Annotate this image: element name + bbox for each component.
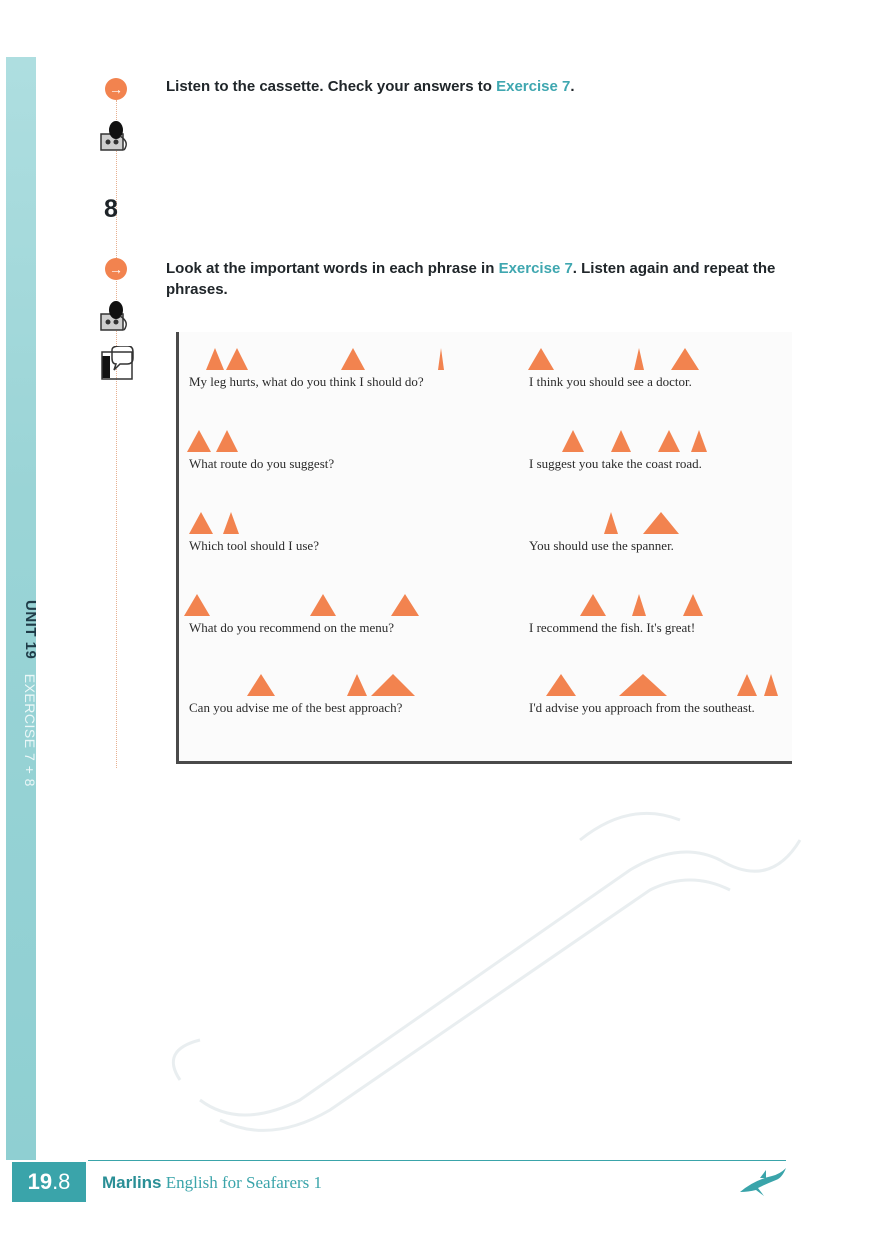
stress-triangle-icon bbox=[347, 674, 367, 696]
unit-label: UNIT 19 bbox=[22, 600, 39, 660]
stress-triangle-icon bbox=[737, 674, 757, 696]
stress-triangle-icon bbox=[189, 512, 213, 534]
stress-triangle-icon bbox=[247, 674, 275, 696]
phrase-left-2: What route do you suggest? bbox=[189, 456, 335, 471]
stress-triangle-icon bbox=[184, 594, 210, 616]
stress-triangle-icon bbox=[187, 430, 211, 452]
stress-triangle-icon bbox=[580, 594, 606, 616]
arrow-circle-icon: → bbox=[105, 258, 127, 280]
stress-triangle-icon bbox=[206, 348, 224, 370]
stress-triangle-icon bbox=[604, 512, 618, 534]
stress-triangle-icon bbox=[223, 512, 239, 534]
stress-triangle-icon bbox=[658, 430, 680, 452]
exercise-number: 8 bbox=[104, 195, 118, 223]
phrase-right-3: You should use the spanner. bbox=[529, 538, 674, 553]
stress-phrase-box bbox=[176, 332, 792, 764]
stress-markers bbox=[179, 332, 792, 761]
exercise-reference[interactable]: Exercise 7 bbox=[496, 78, 571, 95]
stress-triangle-icon bbox=[671, 348, 699, 370]
stress-triangle-icon bbox=[611, 430, 631, 452]
stress-triangle-icon bbox=[310, 594, 336, 616]
stress-triangle-icon bbox=[226, 348, 248, 370]
phrase-left-4: What do you recommend on the menu? bbox=[189, 620, 395, 635]
stress-triangle-icon bbox=[632, 594, 646, 616]
stress-triangle-icon bbox=[216, 430, 238, 452]
stress-triangle-icon bbox=[634, 348, 644, 370]
dolphin-logo-icon bbox=[736, 1166, 788, 1200]
cassette-headphones-icon bbox=[100, 120, 134, 152]
exercise-8-instruction: Look at the important words in each phrase in Exercise 7. Listen again and repeat the phrases. bbox=[166, 260, 776, 298]
phrase-left-5: Can you advise me of the best approach? bbox=[189, 700, 403, 715]
listen-instruction: Listen to the cassette. Check your answers to Exercise 7. bbox=[166, 78, 575, 95]
stress-triangle-icon bbox=[528, 348, 554, 370]
phrase-right-5: I'd advise you approach from the southeast. bbox=[529, 700, 755, 715]
stress-triangle-icon bbox=[391, 594, 419, 616]
stress-triangle-icon bbox=[619, 674, 667, 696]
phrase-right-1: I think you should see a doctor. bbox=[529, 374, 692, 389]
stress-triangle-icon bbox=[546, 674, 576, 696]
arrow-circle-icon: → bbox=[105, 78, 127, 100]
wrench-watermark-icon bbox=[160, 800, 820, 1140]
footer-rule bbox=[88, 1160, 786, 1161]
stress-triangle-icon bbox=[438, 348, 444, 370]
stress-triangle-icon bbox=[341, 348, 365, 370]
stress-triangle-icon bbox=[691, 430, 707, 452]
stress-triangle-icon bbox=[683, 594, 703, 616]
phrase-right-2: I suggest you take the coast road. bbox=[529, 456, 702, 471]
phrase-left-3: Which tool should I use? bbox=[189, 538, 319, 553]
sidebar-label bbox=[22, 600, 39, 787]
page-number: 19.8 bbox=[12, 1162, 86, 1202]
stress-triangle-icon bbox=[562, 430, 584, 452]
stress-triangle-icon bbox=[643, 512, 679, 534]
phrase-left-1: My leg hurts, what do you think I should do? bbox=[189, 374, 424, 389]
section-label: EXERCISE 7 + 8 bbox=[22, 673, 38, 787]
book-title: Marlins English for Seafarers 1 bbox=[102, 1173, 323, 1192]
phrase-right-4: I recommend the fish. It's great! bbox=[529, 620, 696, 635]
stress-triangle-icon bbox=[764, 674, 778, 696]
stress-triangle-icon bbox=[371, 674, 415, 696]
cassette-headphones-icon bbox=[100, 300, 134, 332]
exercise-reference[interactable]: Exercise 7 bbox=[498, 260, 573, 277]
speech-bubble-icon bbox=[100, 346, 134, 380]
